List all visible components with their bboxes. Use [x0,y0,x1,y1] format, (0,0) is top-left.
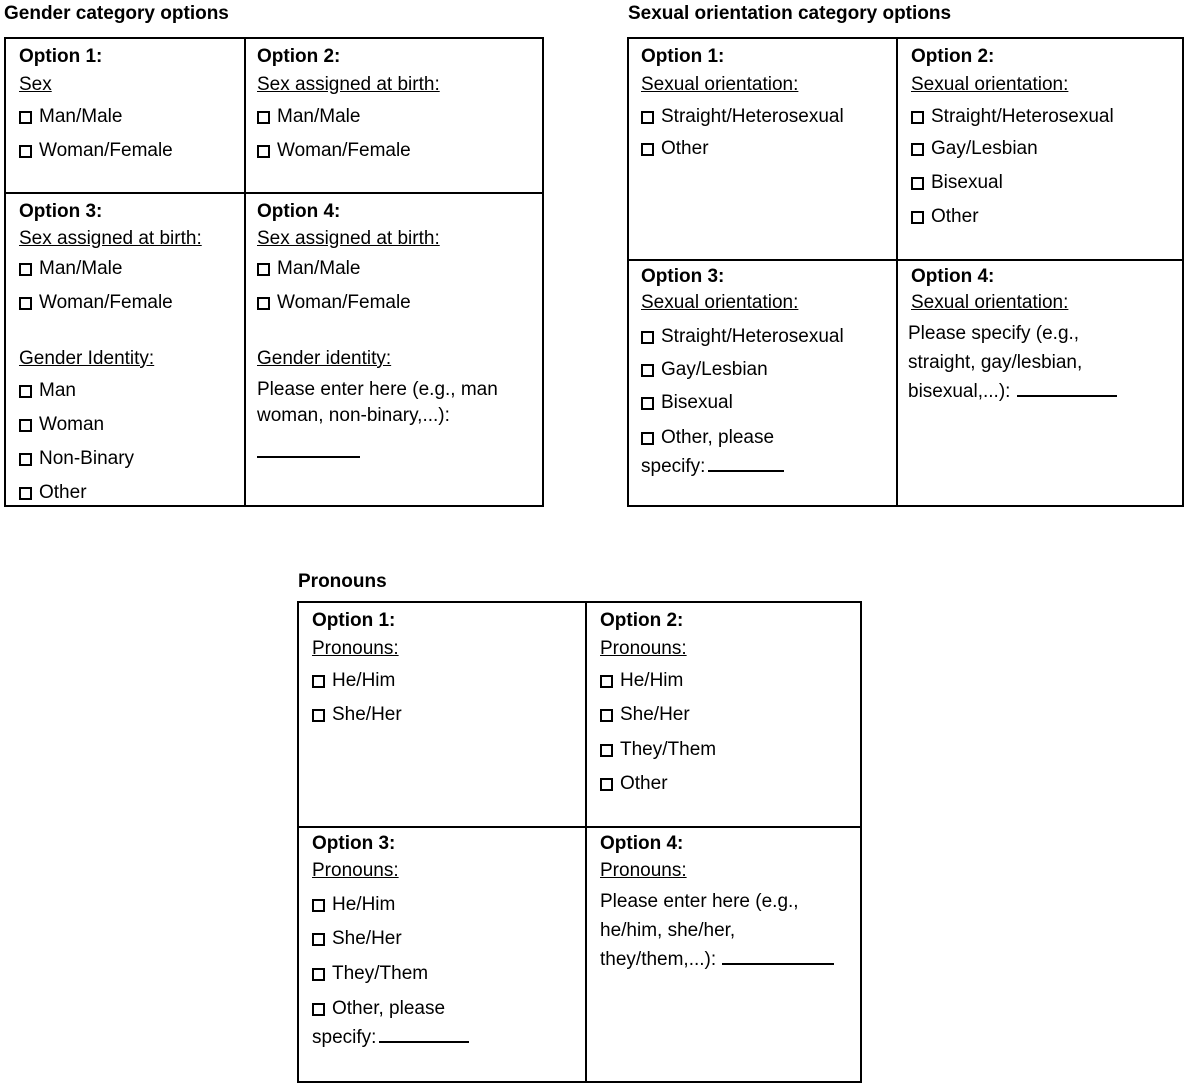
prompt-text: Please enter here (e.g., [600,891,799,912]
option-heading: Sex [19,74,52,95]
pronouns-options-grid [297,601,862,1083]
text-entry-blank[interactable] [708,457,784,472]
specify-label: specify: [641,456,706,477]
gender-option-3 [6,194,246,505]
checkbox-label: Other, please [661,427,775,448]
checkbox-item[interactable] [19,379,244,403]
checkbox-label: She/Her [332,704,402,725]
checkbox-icon[interactable] [19,453,32,466]
prompt-text: bisexual,...): [908,381,1011,402]
prompt-text: Please enter here (e.g., man [257,379,498,400]
option-label: Option 3: [19,201,103,222]
checkbox-label: They/Them [620,739,717,760]
checkbox-item[interactable] [911,105,1182,129]
checkbox-icon[interactable] [600,744,613,757]
pronouns-option-2 [587,603,860,828]
checkbox-icon[interactable] [19,297,32,310]
checkbox-label: Other [931,206,979,227]
option-heading: Sex assigned at birth: [19,228,202,249]
text-entry-blank[interactable] [1017,382,1117,397]
gender-options-grid [4,37,544,507]
option-label: Option 1: [312,610,396,631]
checkbox-label: Woman/Female [277,292,411,313]
gender-identity-heading: Gender Identity: [19,348,155,369]
specify-line [312,1026,585,1050]
checkbox-label: Gay/Lesbian [931,138,1038,159]
gender-option-2 [246,39,542,194]
checkbox-label: Other [661,138,709,159]
text-entry-blank[interactable] [722,950,834,965]
checkbox-item[interactable] [312,703,585,727]
checkbox-item[interactable] [312,669,585,693]
orientation-option-4 [898,261,1182,505]
checkbox-icon[interactable] [312,709,325,722]
option-label: Option 4: [257,201,341,222]
option-label: Option 3: [312,833,396,854]
checkbox-label: Woman/Female [39,292,173,313]
checkbox-item[interactable] [312,997,585,1021]
checkbox-label: Man [39,380,76,401]
checkbox-label: Bisexual [661,392,733,413]
pronouns-section-title: Pronouns [298,571,387,592]
checkbox-item[interactable] [257,105,542,129]
pronouns-option-3 [299,828,587,1081]
gender-section-title: Gender category options [4,3,229,24]
checkbox-label: Man/Male [277,106,361,127]
orientation-option-3 [629,261,898,505]
checkbox-item[interactable] [641,105,896,129]
checkbox-icon[interactable] [19,145,32,158]
text-entry-blank[interactable] [379,1028,469,1043]
prompt-text: they/them,...): [600,949,717,970]
checkbox-label: Non-Binary [39,448,135,469]
checkbox-item[interactable] [911,171,1182,195]
checkbox-icon[interactable] [257,145,270,158]
option-heading: Pronouns: [312,638,399,659]
option-label: Option 1: [19,46,103,67]
checkbox-item[interactable] [641,325,896,349]
checkbox-icon[interactable] [312,933,325,946]
option-label: Option 4: [600,833,684,854]
checkbox-icon[interactable] [257,111,270,124]
checkbox-icon[interactable] [641,331,654,344]
checkbox-label: Other [620,773,668,794]
option-heading: Sexual orientation: [641,292,799,313]
checkbox-label: Other, please [332,998,446,1019]
checkbox-icon[interactable] [600,675,613,688]
checkbox-icon[interactable] [911,177,924,190]
checkbox-item[interactable] [19,291,244,315]
option-label: Option 4: [911,266,995,287]
checkbox-item[interactable] [641,358,896,382]
gender-identity-heading: Gender identity: [257,348,392,369]
checkbox-label: He/Him [332,894,396,915]
checkbox-label: She/Her [332,928,402,949]
pronouns-option-4 [587,828,860,1081]
checkbox-icon[interactable] [257,297,270,310]
checkbox-icon[interactable] [911,211,924,224]
checkbox-item[interactable] [312,927,585,951]
checkbox-label: Gay/Lesbian [661,359,768,380]
option-label: Option 1: [641,46,725,67]
checkbox-item[interactable] [312,893,585,917]
checkbox-item[interactable] [257,257,542,281]
checkbox-item[interactable] [600,772,860,796]
checkbox-label: She/Her [620,704,690,725]
gender-option-1 [6,39,246,194]
checkbox-icon[interactable] [257,263,270,276]
checkbox-item[interactable] [257,139,542,163]
checkbox-item[interactable] [19,257,244,281]
checkbox-icon[interactable] [19,487,32,500]
checkbox-label: Man/Male [39,106,123,127]
option-heading: Sexual orientation: [911,74,1069,95]
checkbox-icon[interactable] [600,778,613,791]
checkbox-item[interactable] [911,137,1182,161]
checkbox-item[interactable] [19,105,244,129]
checkbox-icon[interactable] [641,432,654,445]
checkbox-item[interactable] [19,413,244,437]
gender-option-4 [246,194,542,505]
option-heading: Sexual orientation: [641,74,799,95]
checkbox-item[interactable] [19,481,244,505]
pronouns-option-1 [299,603,587,828]
checkbox-icon[interactable] [312,899,325,912]
checkbox-icon[interactable] [641,364,654,377]
checkbox-icon[interactable] [19,263,32,276]
option-heading: Sexual orientation: [911,292,1069,313]
checkbox-label: Man/Male [277,258,361,279]
checkbox-label: Other [39,482,87,503]
option-label: Option 3: [641,266,725,287]
checkbox-label: Woman/Female [39,140,173,161]
checkbox-label: Woman/Female [277,140,411,161]
checkbox-icon[interactable] [312,968,325,981]
checkbox-label: Straight/Heterosexual [931,106,1114,127]
checkbox-label: He/Him [620,670,684,691]
option-heading: Sex assigned at birth: [257,228,440,249]
specify-line [641,455,896,479]
checkbox-icon[interactable] [641,397,654,410]
checkbox-icon[interactable] [312,1003,325,1016]
option-heading: Sex assigned at birth: [257,74,440,95]
option-label: Option 2: [911,46,995,67]
checkbox-icon[interactable] [641,143,654,156]
gender-identity-prompt [257,377,542,429]
prompt-text: Please specify (e.g., [908,323,1080,344]
option-label: Option 2: [257,46,341,67]
orientation-section-title: Sexual orientation category options [628,3,952,24]
checkbox-item[interactable] [19,447,244,471]
checkbox-icon[interactable] [19,419,32,432]
checkbox-item[interactable] [312,962,585,986]
text-entry-blank[interactable] [257,442,360,458]
checkbox-item[interactable] [19,139,244,163]
checkbox-label: Woman [39,414,105,435]
option-heading: Pronouns: [600,860,687,881]
checkbox-icon[interactable] [600,709,613,722]
prompt-text: woman, non-binary,...): [257,405,450,426]
checkbox-item[interactable] [600,669,860,693]
specify-label: specify: [312,1027,377,1048]
prompt-text: straight, gay/lesbian, [908,352,1083,373]
checkbox-item[interactable] [641,137,896,161]
option-heading: Pronouns: [600,638,687,659]
checkbox-label: Straight/Heterosexual [661,326,844,347]
checkbox-label: They/Them [332,963,429,984]
checkbox-item[interactable] [257,291,542,315]
orientation-option-2 [898,39,1182,261]
pronouns-prompt [600,887,860,974]
checkbox-label: Straight/Heterosexual [661,106,844,127]
checkbox-icon[interactable] [641,111,654,124]
orientation-options-grid [627,37,1184,507]
orientation-prompt [908,319,1182,406]
orientation-option-1 [629,39,898,261]
checkbox-label: He/Him [332,670,396,691]
checkbox-label: Man/Male [39,258,123,279]
checkbox-item[interactable] [641,391,896,415]
option-heading: Pronouns: [312,860,399,881]
checkbox-icon[interactable] [19,385,32,398]
checkbox-icon[interactable] [312,675,325,688]
checkbox-item[interactable] [600,703,860,727]
checkbox-icon[interactable] [19,111,32,124]
option-label: Option 2: [600,610,684,631]
checkbox-item[interactable] [600,738,860,762]
checkbox-icon[interactable] [911,143,924,156]
checkbox-icon[interactable] [911,111,924,124]
prompt-text: he/him, she/her, [600,920,736,941]
checkbox-item[interactable] [641,426,896,450]
checkbox-label: Bisexual [931,172,1003,193]
checkbox-item[interactable] [911,205,1182,229]
